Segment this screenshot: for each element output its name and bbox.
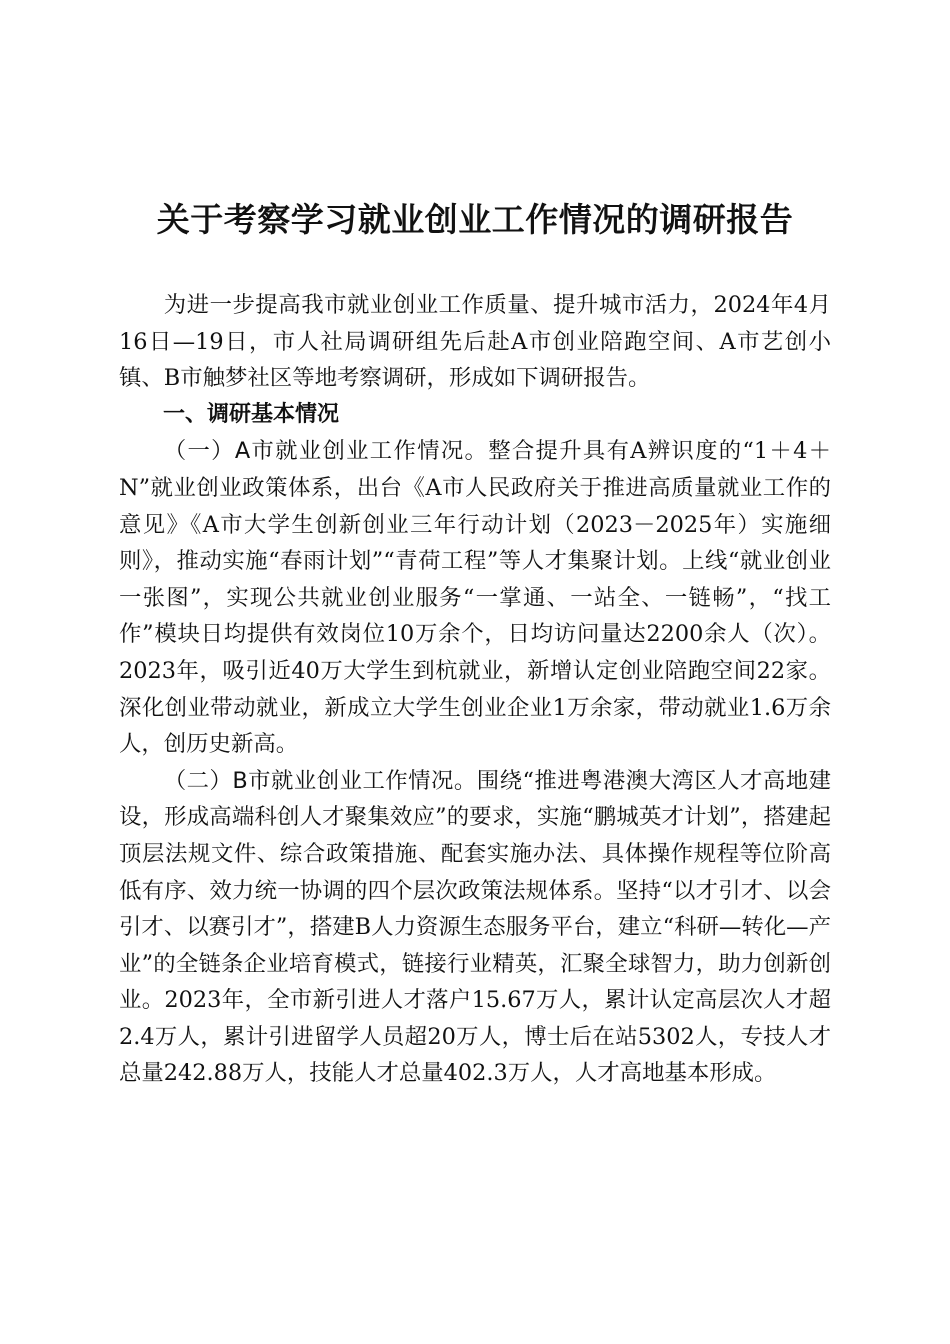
subsection-a-paragraph <box>119 433 831 762</box>
subsection-b-paragraph <box>119 763 831 1092</box>
subsection-b-lead: （二）B市就业创业工作情况。 <box>163 767 477 794</box>
subsection-b-text: 围绕“推进粤港澳大湾区人才高地建设，形成高端科创人才聚集效应”的要求，实施“鹏城英才计划”，搭建起顶层法规文件、综合政策措施、配套实施办法、具体操作规程等位阶高低有序、效力统一协调的四个层次政策法规体系。坚持“以才引才、以会引才、以赛引才”，搭建B人力资源生态服务平台，建立“科研—转化—产业”的全链条企业培育模式，链接行业精英，汇聚全球智力，助力创新创业。2023年，全市新引进人才落户15.67万人，累计认定高层次人才超2.4万人，累计引进留学人员超20万人，博士后在站5302人，专技人才总量242.88万人，技能人才总量402.3万人，人才高地基本形成。 <box>119 767 831 1087</box>
section-heading: 一、调研基本情况 <box>163 401 340 427</box>
intro-paragraph: 为进一步提高我市就业创业工作质量、提升城市活力，2024年4月16日—19日，市人社局调研组先后赴A市创业陪跑空间、A市艺创小镇、B市触梦社区等地考察调研，形成如下调研报告。 <box>119 292 831 392</box>
document-body <box>119 287 831 1092</box>
subsection-a-text: 整合提升具有A辨识度的“1＋4＋N”就业创业政策体系，出台《A市人民政府关于推进高质量就业工作的意见》《A市大学生创新创业三年行动计划（2023－2025年）实施细则》，推动实施“春雨计划”“青荷工程”等人才集聚计划。上线“就业创业一张图”，实现公共就业创业服务“一掌通、一站全、一链畅”，“找工作”模块日均提供有效岗位10万余个，日均访问量达2200余人（次）。2023年，吸引近40万大学生到杭就业，新增认定创业陪跑空间22家。深化创业带动就业，新成立大学生创业企业1万余家，带动就业1.6万余人，创历史新高。 <box>119 438 831 758</box>
document-title: 关于考察学习就业创业工作情况的调研报告 <box>156 200 794 239</box>
subsection-a-lead: （一）A市就业创业工作情况。 <box>163 438 489 465</box>
